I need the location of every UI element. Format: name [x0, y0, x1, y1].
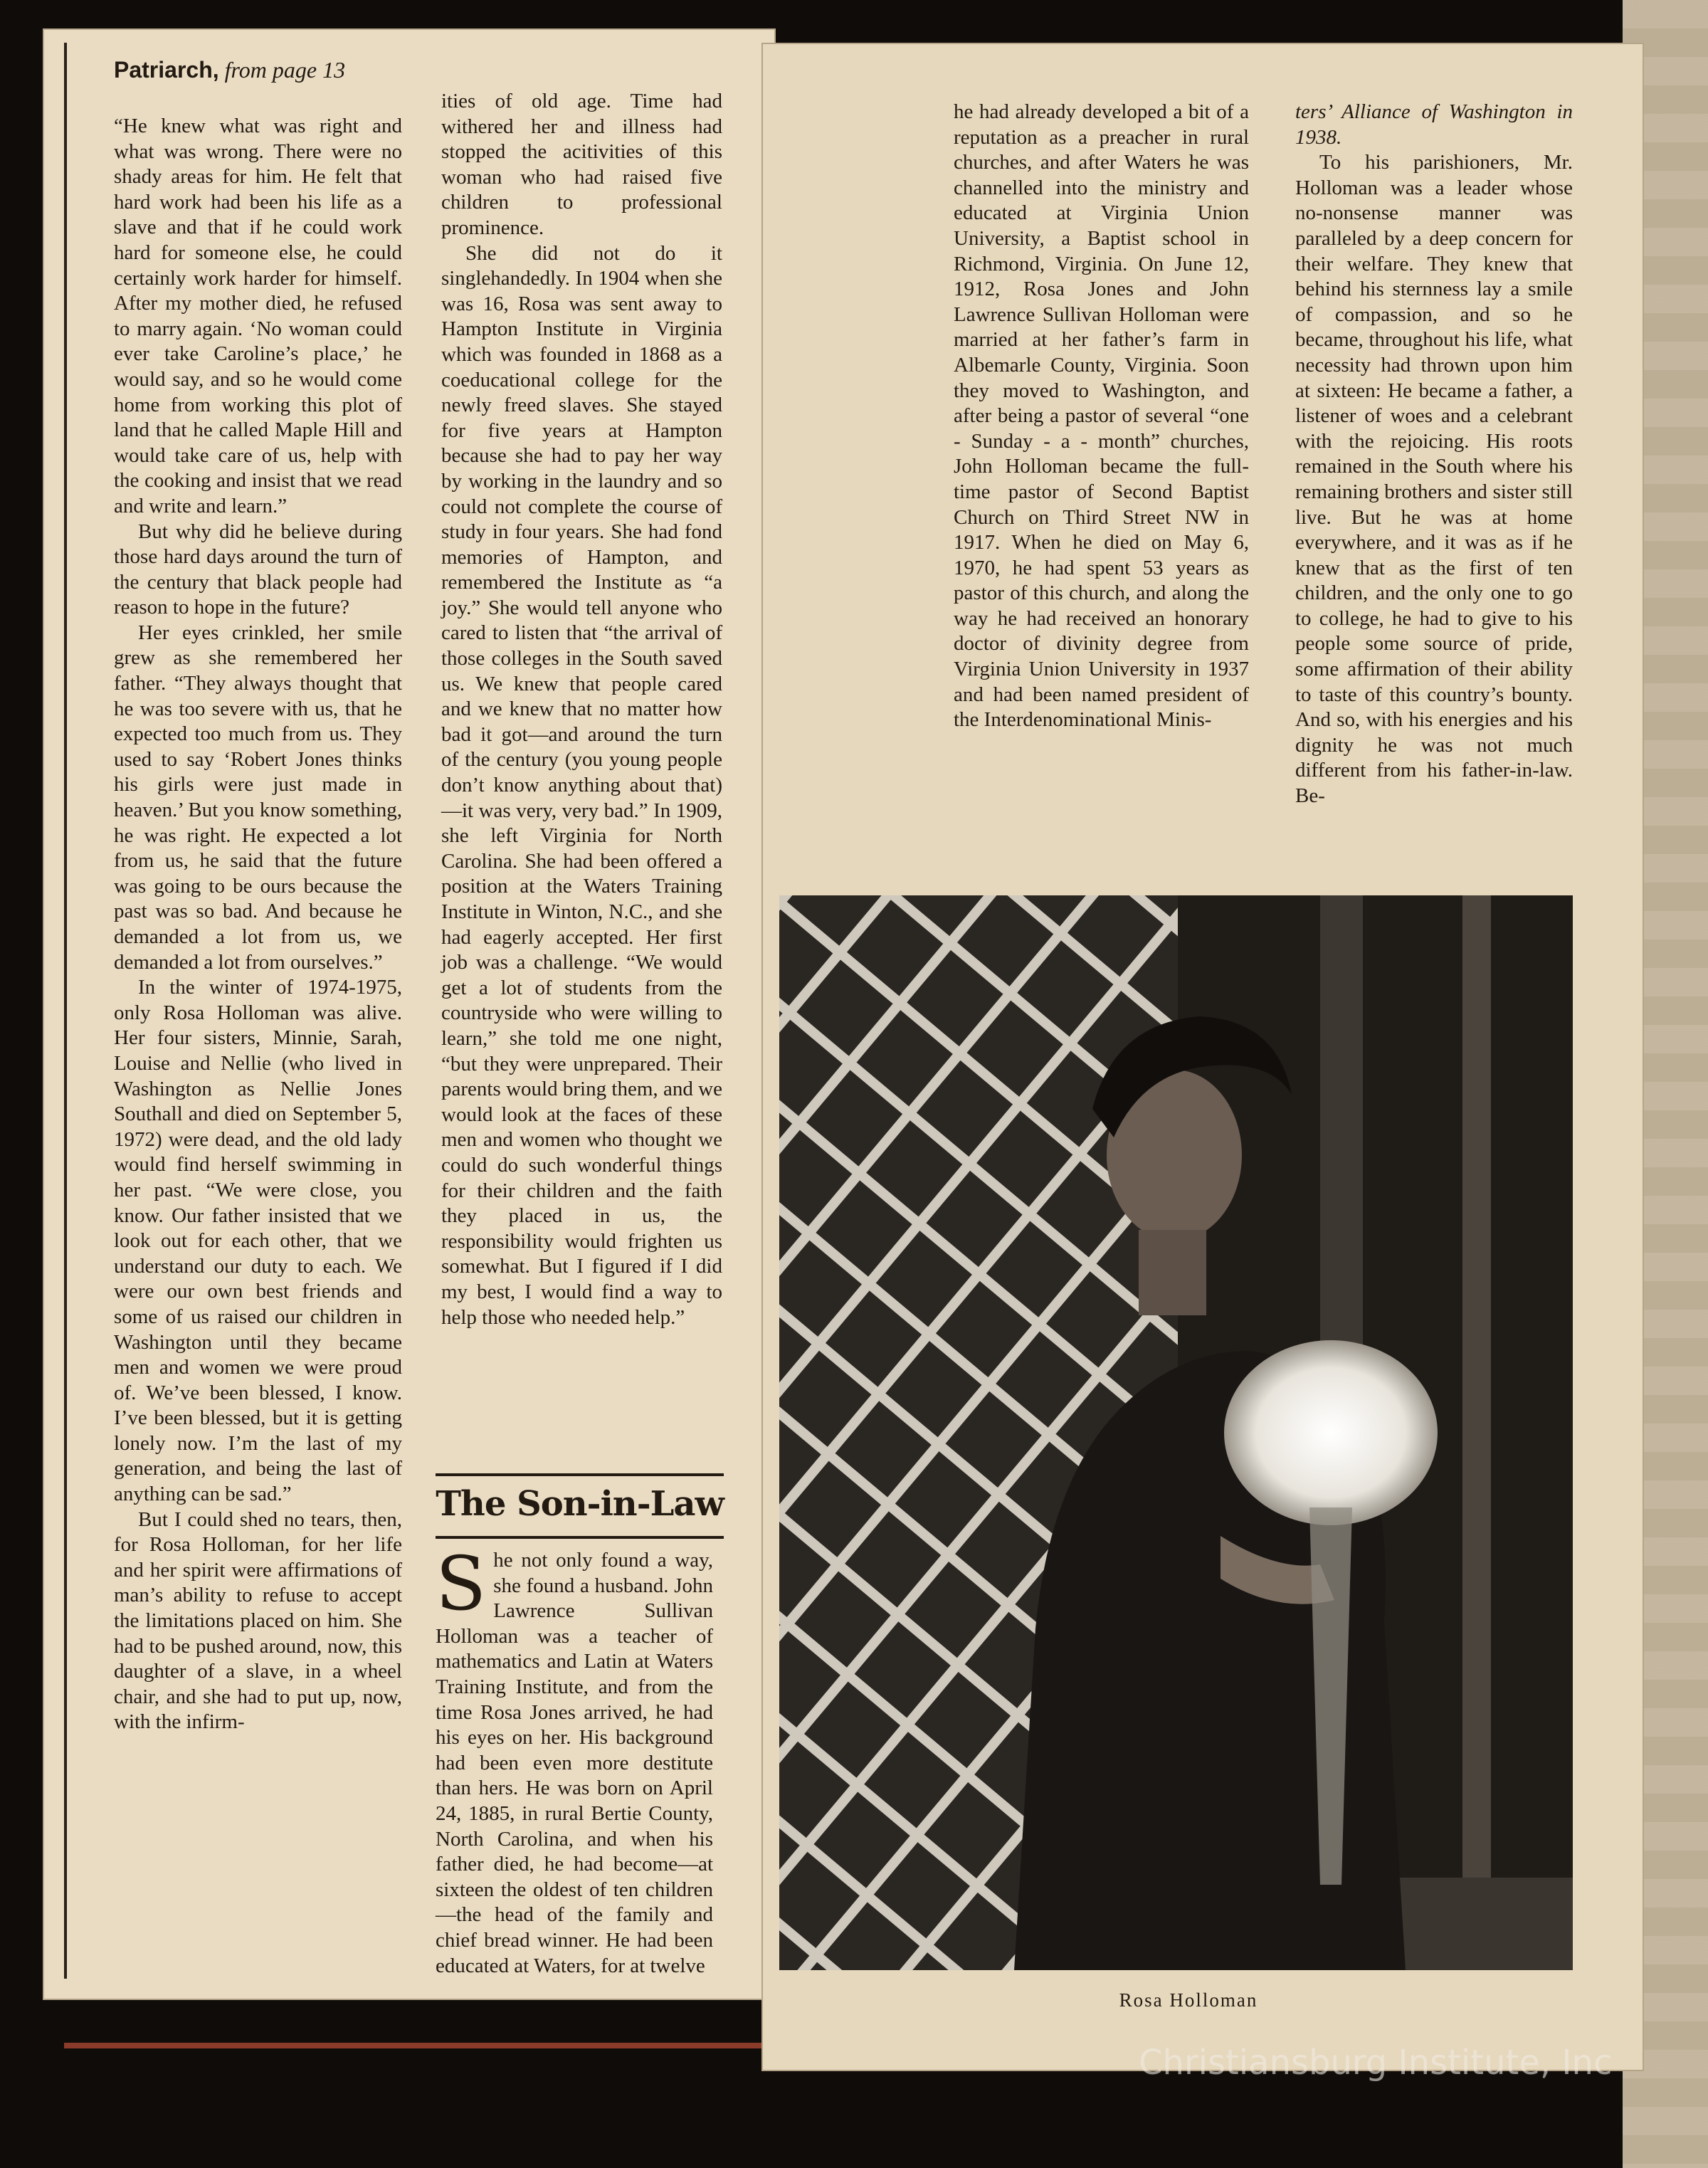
section-name: Patriarch, [114, 57, 219, 83]
paragraph: In the winter of 1974-1975, only Rosa Holloman was alive. Her four sisters, Minnie, Sarah, Louise and Nellie (who lived in Washington as Nellie Jones Southall and died on September 5, 1972) were dead, and the old lady would find herself swimming in her past. “We were close, you know. Our father insisted that we look out for each other, that we understand our duty to each. We were our own best friends and some of us raised our children in Washington until they became men and women we were proud of. We’ve been blessed, I know. I’ve been blessed, but it is getting lonely now. I’m the last of my generation, and being the last of anything can be sad.” [114, 976, 402, 1506]
article-column-4 [1295, 100, 1573, 809]
paragraph: ities of old age. Time had withered her and illness had stopped the acitivities of this woman who had raised five children to professional prominence. [441, 90, 722, 239]
watermark: Christiansburg Institute, Inc [1139, 2043, 1613, 2083]
photo-illustration [779, 895, 1573, 1970]
red-paper-edge [64, 2043, 761, 2048]
photo-caption: Rosa Holloman [1119, 1989, 1258, 2011]
paragraph: But why did he believe during those hard days around the turn of the century that black people had reason to hope in the future? [114, 520, 402, 619]
portrait-photo [779, 895, 1573, 1970]
paragraph [436, 1540, 713, 1979]
section-heading: The Son-in-Law [436, 1473, 724, 1539]
drop-cap: S [436, 1540, 487, 1627]
article-column-3 [954, 100, 1249, 733]
paragraph: To his parishioners, Mr. Holloman was a leader whose no-nonsense manner was paralleled by a deep concern for their welfare. They knew that behind his sternness lay a smile of compassion, and so he became, throughout his life, what necessity had thrown upon him at sixteen: He became a father, a listener of woes and a celebrant with the rejoicing. His roots remained in the South where his remaining brothers and sister still live. But he was at home everywhere, and it was as if he knew that as the first of ten children, and the only one to go to college, he had to give to his people some source of pride, some affirmation of their ability to taste of this country’s bounty. And so, with his energies and his dignity he was not much different from his father-in-law. Be- [1295, 151, 1573, 808]
from-page-label: from page 13 [224, 57, 346, 83]
paragraph: ters’ Alliance of Washington in 1938. [1295, 100, 1573, 149]
paragraph: But I could shed no tears, then, for Rosa Holloman, for her life and her spirit were affirmations of man’s ability to refuse to accept the limitations placed on him. She had to be pushed around, now, this daughter of a slave, in a wheel chair, and she had to put up, now, with the infirm- [114, 1507, 402, 1734]
paragraph: Her eyes crinkled, her smile grew as she remembered her father. “They always thought that he was too severe with us, that he expected too much from us. They used to say ‘Robert Jones thinks his girls were just made in heaven.’ But you know something, he was right. He expected a lot from us, he said that the future was going to be ours because the past was so bad. And because he demanded a lot from us, we demanded a lot from ourselves.” [114, 621, 402, 974]
paragraph: “He knew what was right and what was wrong. There were no shady areas for him. He felt that hard work had been his life as a slave and that if he could work hard for someone else, he could certainly work harder for himself. After my mother died, he refused to marry again. ‘No woman could ever take Caroline’s place,’ he would say, and so he would come home from working this plot of land that he called Maple Hill and would take care of us, help with the cooking and insist that we read and write and learn.” [114, 115, 402, 517]
continuation-header [114, 57, 345, 83]
article-column-2-continued [436, 1540, 713, 1979]
article-column-1 [114, 114, 402, 1735]
article-column-2 [441, 89, 722, 1330]
paragraph: She did not do it singlehandedly. In 1904 when she was 16, Rosa was sent away to Hampton Institute in Virginia which was founded in 1868 as a coeducational college for the newly freed slaves. She stayed for five years at Hampton because she had to pay her way by working in the laundry and so could not complete the course of study in four years. She had fond memories of Hampton, and remembered the Institute as “a joy.” She would tell anyone who cared to listen that “the arrival of those colleges in the South saved us. We knew that people cared and we knew that no matter how bad it got—and around the turn of the century (you young people don’t know anything about that)—it was very, very bad.” In 1909, she left Virginia for North Carolina. She had been offered a position at the Waters Training Institute in Winton, N.C., and she had eagerly accepted. Her first job was a challenge. “We would get a lot of students from the countryside who were willing to learn,” she told me one night, “but they were unprepared. Their parents would bring them, and we would look at the faces of these men and women who thought we could do such wonderful things for their children and the faith they placed in us, the responsibility would frighten us somewhat. But I figured if I did my best, I would find a way to help those who needed help.” [441, 241, 722, 1329]
flower-bouquet [1224, 1340, 1438, 1525]
paragraph-text: he not only found a way, she found a husband. John Lawrence Sullivan Holloman was a teacher of mathematics and Latin at Waters Training Institute, and from the time Rosa Jones arrived, he had his eyes on her. His background had been even more destitute than hers. He was born on April 24, 1885, in rural Bertie County, North Carolina, and when his father died, he had become—at sixteen the oldest of ten children—the head of the family and chief bread winner. He had been educated at Waters, for at twelve [436, 1549, 713, 1977]
paragraph: he had already developed a bit of a reputation as a preacher in rural churches, and after Waters he was channelled into the ministry and educated at Virginia Union University, a Baptist school in Richmond, Virginia. On June 12, 1912, Rosa Jones and John Lawrence Sullivan Holloman were married at her father’s farm in Albemarle County, Virginia. Soon they moved to Washington, and after being a pastor of several “one - Sunday - a - month” churches, John Holloman became the full-time pastor of Second Baptist Church on Third Street NW in 1917. When he died on May 6, 1970, he had spent 53 years as pastor of this church, and along the way he had received an honorary doctor of divinity degree from Virginia Union University in 1937 and had been named president of the Interdenominational Minis- [954, 100, 1249, 732]
